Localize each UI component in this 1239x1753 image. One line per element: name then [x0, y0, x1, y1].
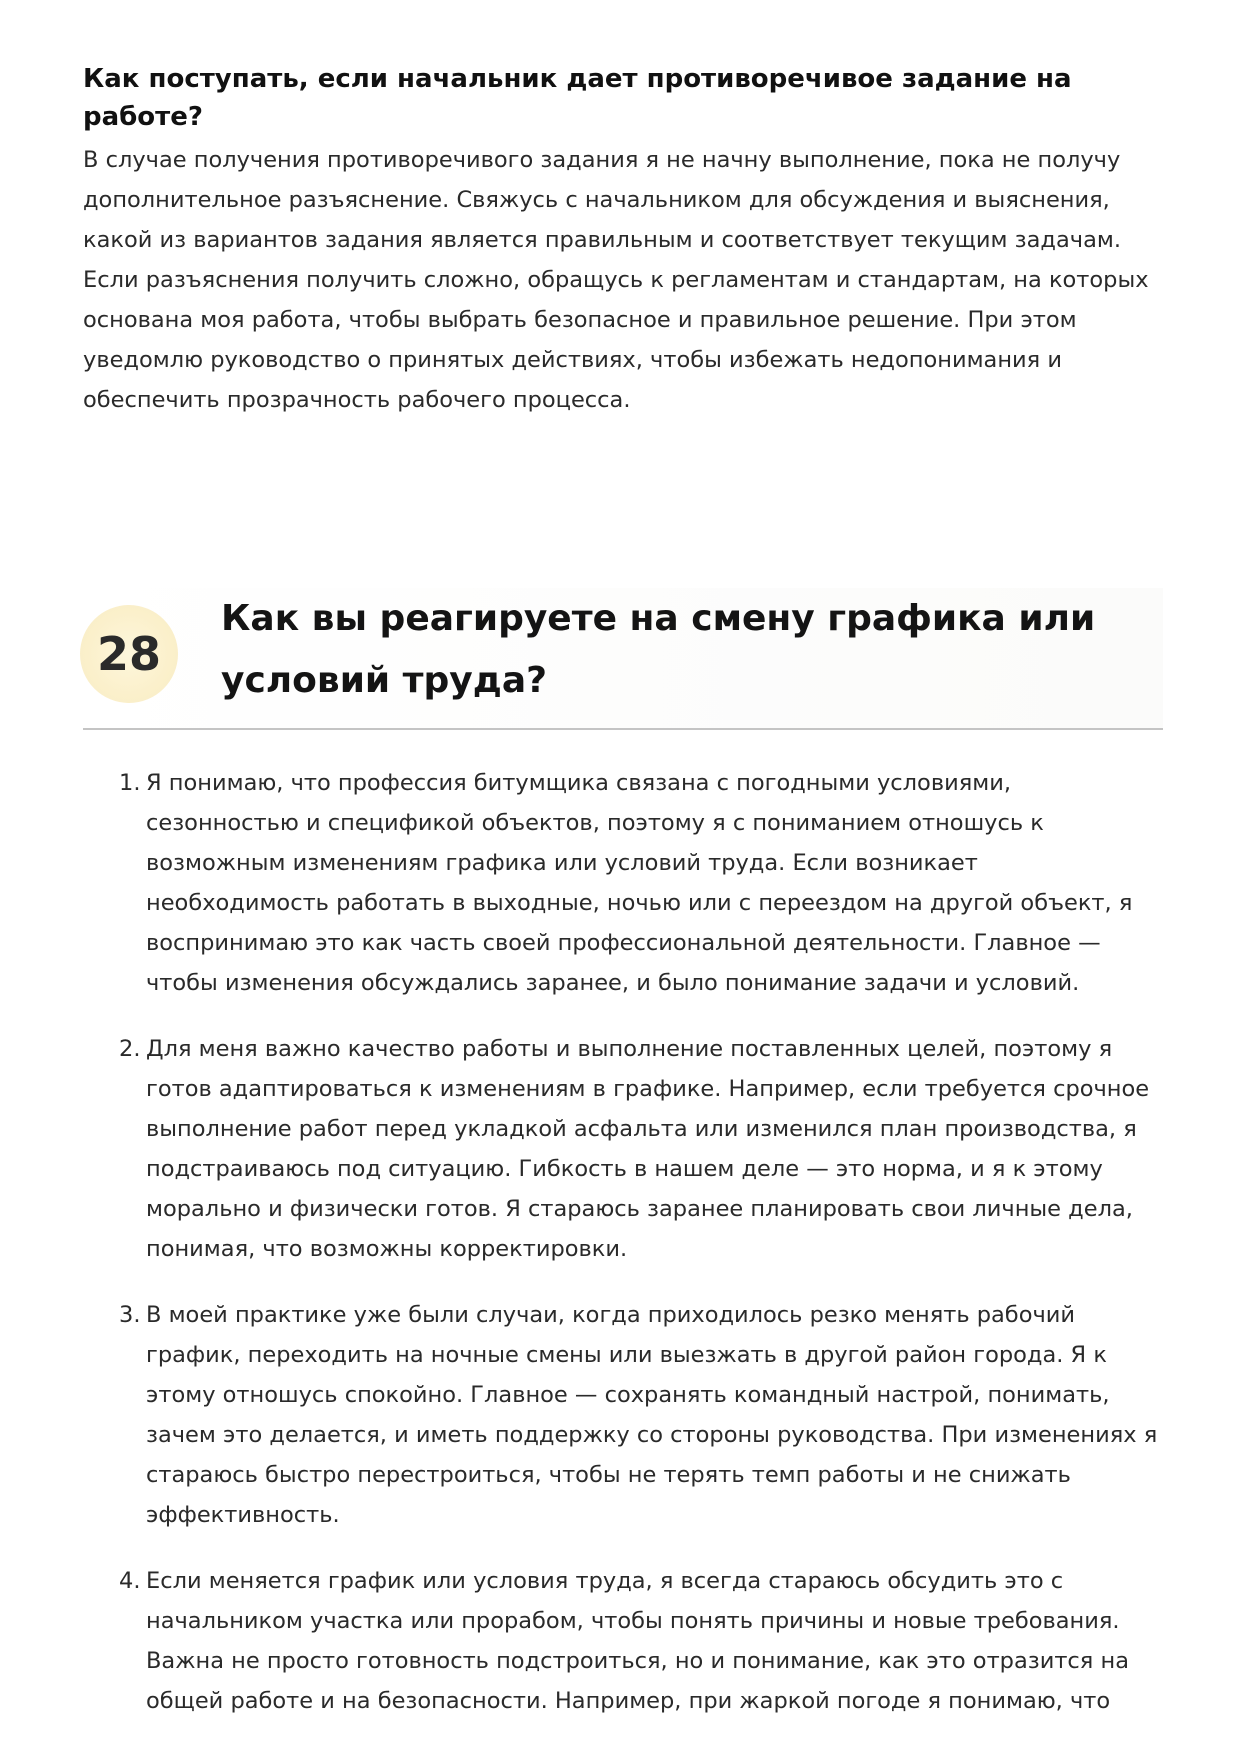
question-number-badge: 28 [80, 605, 178, 703]
previous-answer-text: В случае получения противоречивого задания я не начну выполнение, пока не получу дополнительное разъяснение. Свяжусь с начальником для обсуждения и выяснения, какой из вариантов задания является правильным и соответствует текущим задачам. Если разъяснения получить сложно, обращусь к регламентам и стандартам, на которых основана моя работа, чтобы выбрать безопасное и правильное решение. При этом уведомлю руководство о принятых действиях, чтобы избежать недопонимания и обеспечить прозрачность рабочего процесса. [83, 147, 1149, 413]
list-item-number: 3. [119, 1302, 141, 1328]
list-item [83, 1029, 1163, 1269]
question-28-header [83, 588, 1163, 730]
list-item-text: Я понимаю, что профессия битумщика связана с погодными условиями, сезонностью и спецификой объектов, поэтому я с пониманием отношусь к возможным изменениям графика или условий труда. Если возникает необходимость работать в выходные, ночью или с переездом на другой объект, я воспринимаю это как часть своей профессиональной деятельности. Главное — чтобы изменения обсуждались заранее, и было понимание задачи и условий. [146, 770, 1133, 996]
answer-list [83, 763, 1163, 1747]
list-item [83, 1295, 1163, 1535]
list-item-text: В моей практике уже были случаи, когда приходилось резко менять рабочий график, переходить на ночные смены или выезжать в другой район города. Я к этому отношусь спокойно. Главное — сохранять командный настрой, понимать, зачем это делается, и иметь поддержку со стороны руководства. При изменениях я стараюсь быстро перестроиться, чтобы не терять темп работы и не снижать эффективность. [146, 1302, 1158, 1528]
question-28-title: Как вы реагируете на смену графика или условий труда? [221, 598, 1096, 701]
list-item-number: 2. [119, 1036, 141, 1062]
previous-question-heading: Как поступать, если начальник дает противоречивое задание на работе? [83, 64, 1072, 132]
list-item-number: 4. [119, 1568, 141, 1594]
list-item-text: Для меня важно качество работы и выполнение поставленных целей, поэтому я готов адаптироваться к изменениям в графике. Например, если требуется срочное выполнение работ перед укладкой асфальта или изменился план производства, я подстраиваюсь под ситуацию. Гибкость в нашем деле — это норма, и я к этому морально и физически готов. Я стараюсь заранее планировать свои личные дела, понимая, что возможны корректировки. [146, 1036, 1150, 1262]
list-item-number: 1. [119, 770, 141, 796]
list-item-text: Если меняется график или условия труда, я всегда стараюсь обсудить это с начальником участка или прорабом, чтобы понять причины и новые требования. Важна не просто готовность подстроиться, но и понимание, как это отразится на общей работе и на безопасности. Например, при жаркой погоде я понимаю, что [146, 1568, 1129, 1714]
list-item [83, 1561, 1163, 1721]
list-item [83, 763, 1163, 1003]
